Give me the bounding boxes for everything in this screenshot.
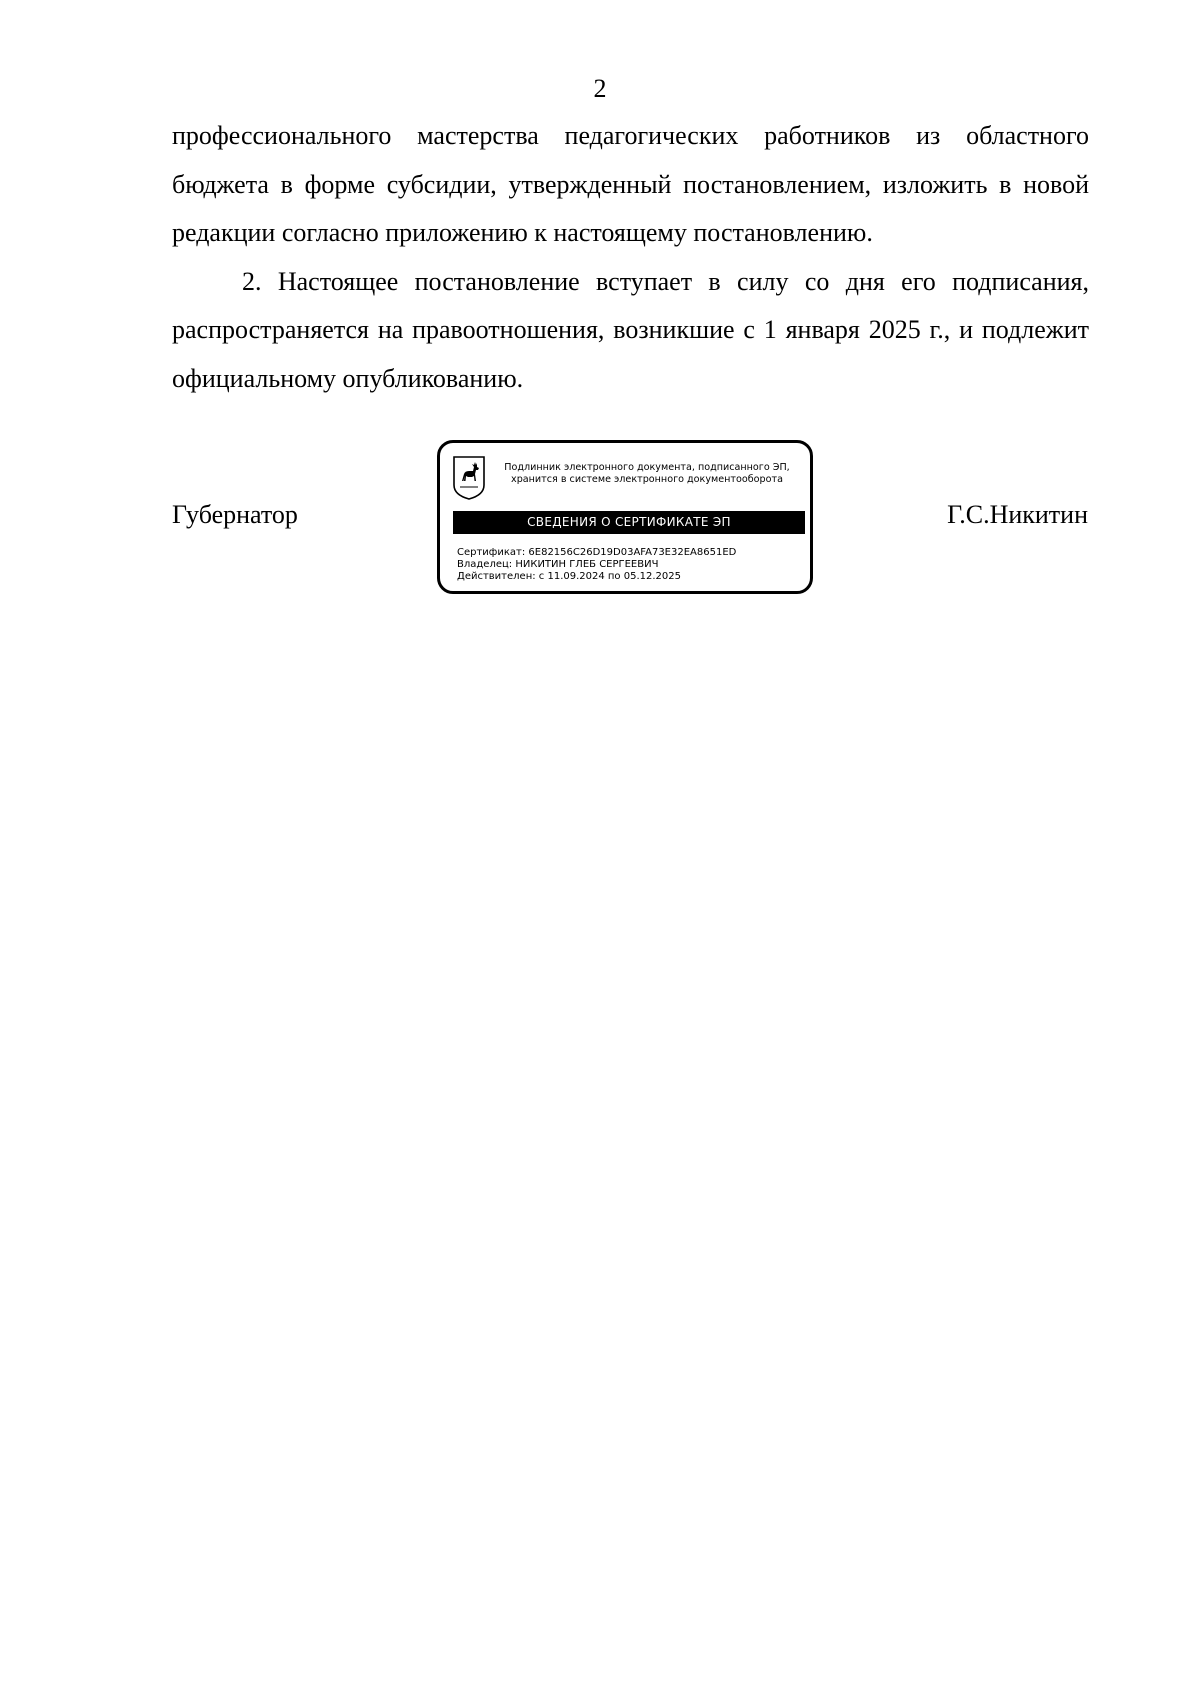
stamp-notice-line: хранится в системе электронного документооборота [511, 474, 783, 485]
stamp-notice-line: Подлинник электронного документа, подписанного ЭП, [504, 462, 790, 473]
paragraph-item-2: 2. Настоящее постановление вступает в силу со дня его подписания, распространяется на правоотношения, возникшие с 1 января 2025 г., и подлежит официальному опубликованию. [172, 266, 1089, 393]
signer-position: Губернатор [172, 500, 298, 529]
electronic-signature-stamp [437, 440, 813, 594]
document-body [172, 112, 1089, 403]
page-number: 2 [593, 74, 607, 103]
certificate-validity: Действителен: с 11.09.2024 по 05.12.2025 [457, 571, 681, 582]
certificate-details [457, 547, 807, 583]
signer-name: Г.С.Никитин [947, 500, 1088, 529]
paragraph-continuation: профессионального мастерства педагогических работников из областного бюджета в форме субсидии, утвержденный постановлением, изложить в новой редакции согласно приложению к настоящему постановлению. [172, 121, 1089, 247]
certificate-owner: Владелец: НИКИТИН ГЛЕБ СЕРГЕЕВИЧ [457, 559, 659, 570]
stamp-notice [488, 462, 806, 486]
coat-of-arms-icon [452, 455, 486, 501]
certificate-number: Сертификат: 6E82156C26D19D03AFA73E32EA8651ED [457, 547, 737, 558]
signature-block [0, 440, 1200, 605]
stamp-banner: СВЕДЕНИЯ О СЕРТИФИКАТЕ ЭП [453, 511, 805, 534]
